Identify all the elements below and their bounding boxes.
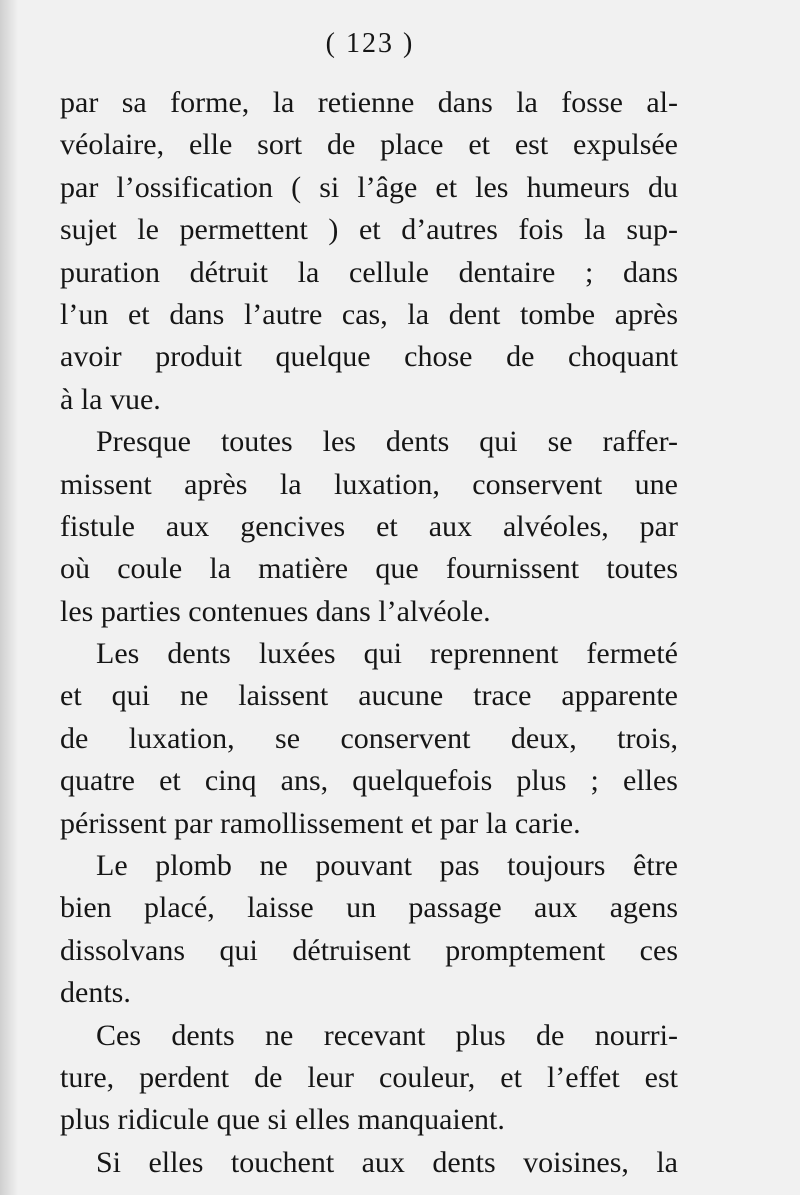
text-line: périssent par ramollissement et par la carie. — [60, 806, 581, 840]
text-line: ture, perdent de leur couleur, et l’effet est — [60, 1060, 678, 1094]
page-number-header: ( 123 ) — [325, 28, 415, 59]
text-line: dents. — [60, 976, 131, 1010]
text-line: Le plomb ne pouvant pas toujours être — [96, 849, 678, 883]
text-line: sujet le permettent ) et d’autres fois la sup- — [60, 213, 678, 247]
text-line: véolaire, elle sort de place et est expulsée — [60, 128, 678, 162]
text-line: fistule aux gencives et aux alvéoles, par — [60, 509, 678, 543]
text-line: missent après la luxation, conservent une — [60, 467, 678, 501]
text-line: à la vue. — [60, 382, 161, 416]
text-line: par sa forme, la retienne dans la fosse al- — [60, 86, 678, 119]
text-line: avoir produit quelque chose de choquant — [60, 340, 678, 374]
text-line: dissolvans qui détruisent promptement ces — [60, 933, 678, 967]
text-line: de luxation, se conservent deux, trois, — [60, 721, 678, 755]
text-line: l’un et dans l’autre cas, la dent tombe après — [60, 297, 678, 331]
text-line: Si elles touchent aux dents voisines, la — [96, 1145, 678, 1179]
text-line: puration détruit la cellule dentaire ; dans — [60, 255, 678, 289]
text-line: par l’ossification ( si l’âge et les humeurs du — [60, 170, 678, 204]
text-line: plus ridicule que si elles manquaient. — [60, 1103, 505, 1137]
text-line: Ces dents ne recevant plus de nourri- — [96, 1018, 678, 1052]
text-line: et qui ne laissent aucune trace apparente — [60, 679, 678, 713]
text-line: Les dents luxées qui reprennent fermeté — [96, 637, 678, 671]
text-line: les parties contenues dans l’alvéole. — [60, 594, 491, 628]
text-line: bien placé, laisse un passage aux agens — [60, 891, 678, 925]
text-line: quatre et cinq ans, quelquefois plus ; elles — [60, 764, 678, 798]
body-text — [60, 82, 678, 1184]
text-line: où coule la matière que fournissent toutes — [60, 552, 678, 586]
text-line: Presque toutes les dents qui se raffer- — [96, 425, 678, 459]
